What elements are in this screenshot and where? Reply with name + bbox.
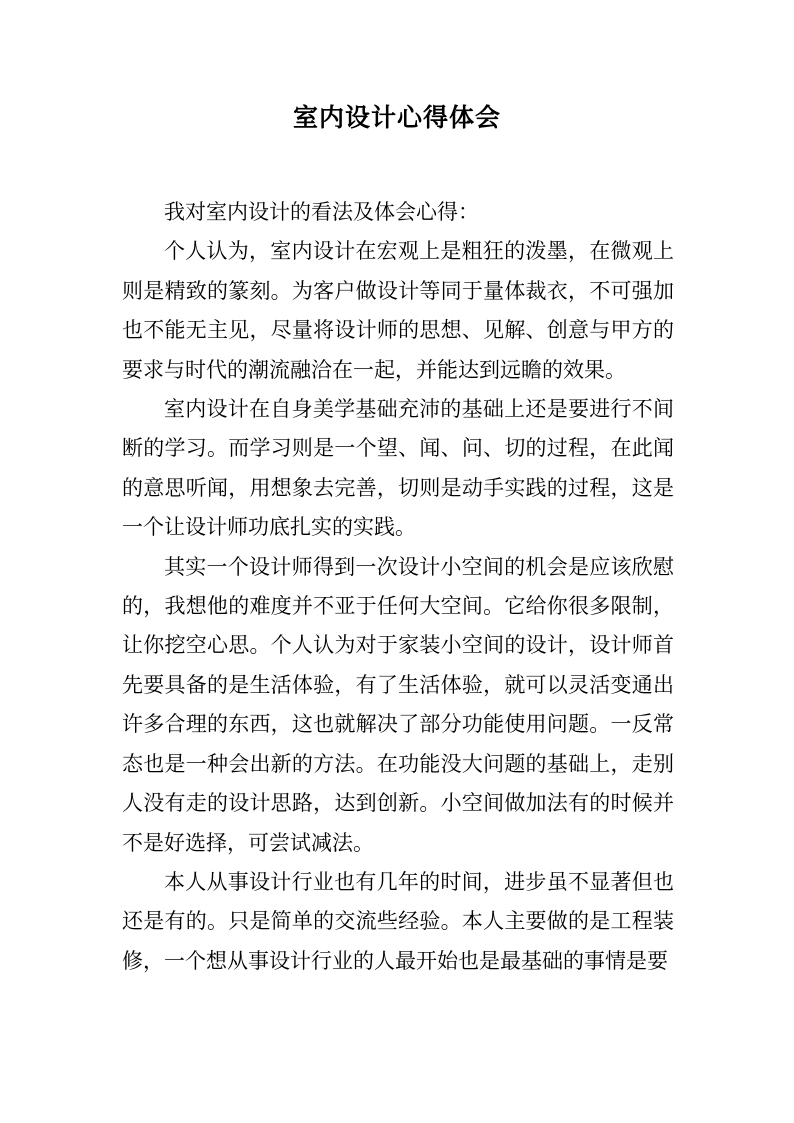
paragraph-intro: 我对室内设计的看法及体会心得：	[164, 200, 479, 224]
paragraph-1: 个人认为，室内设计在宏观上是粗狂的泼墨，在微观上则是精致的篆刻。为客户做设计等同于量体裁衣，不可强加也不能无主见，尽量将设计师的思想、见解、创意与甲方的要求与时代的潮流融洽在一起，并能达到远瞻的效果。	[122, 239, 674, 382]
paragraph-2: 室内设计在自身美学基础充沛的基础上还是要进行不间断的学习。而学习则是一个望、闻、问、切的过程，在此闻的意思听闻，用想象去完善，切则是动手实践的过程，这是一个让设计师功底扎实的实践。	[122, 397, 674, 540]
paragraph-4: 本人从事设计行业也有几年的时间，进步虽不显著但也还是有的。只是简单的交流些经验。本人主要做的是工程装修，一个想从事设计行业的人最开始也是最基础的事情是要	[122, 869, 674, 973]
document-title: 室内设计心得体会	[292, 103, 501, 132]
paragraph-3: 其实一个设计师得到一次设计小空间的机会是应该欣慰的，我想他的难度并不亚于任何大空间。它给你很多限制，让你挖空心思。个人认为对于家装小空间的设计，设计师首先要具备的是生活体验，有了生活体验，就可以灵活变通出许多合理的东西，这也就解决了部分功能使用问题。一反常态也是一种会出新的方法。在功能没大问题的基础上，走别人没有走的设计思路，达到创新。小空间做加法有的时候并不是好选择，可尝试减法。	[122, 554, 674, 855]
document-body	[122, 193, 674, 981]
